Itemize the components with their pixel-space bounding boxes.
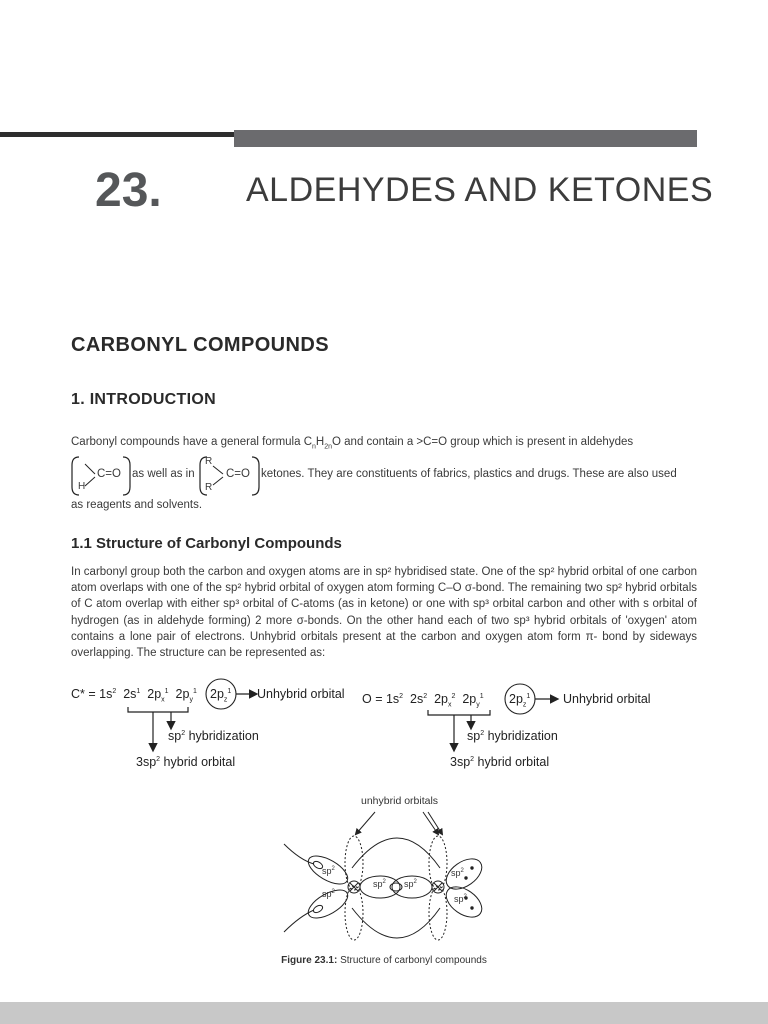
- ketone-r2: R: [205, 482, 213, 493]
- figure-caption: Figure 23.1: Structure of carbonyl compounds: [281, 955, 487, 966]
- ketone-co: C=O: [226, 468, 250, 480]
- lobe-label-c-upper: $sp^2$: [322, 866, 335, 876]
- carbon-pz: $2p_z^1$: [210, 687, 232, 704]
- aldehyde-h: H: [78, 481, 86, 492]
- carbon-unhybrid-label: Unhybrid orbital: [257, 687, 345, 701]
- aldehyde-co: C=O: [97, 468, 121, 480]
- oxygen-hybridization-label: $sp^2$ hybridization: [467, 729, 558, 743]
- lobe-label-co-right: $sp^2$: [404, 879, 417, 889]
- footer-bar: [0, 1002, 768, 1024]
- lobe-label-co-left: $sp^2$: [373, 879, 386, 889]
- subsection-title: 1. INTRODUCTION: [71, 391, 216, 408]
- subsub-title: 1.1 Structure of Carbonyl Compounds: [71, 535, 342, 552]
- ketone-r1: R: [205, 456, 213, 467]
- chapter-title: ALDEHYDES AND KETONES: [246, 171, 714, 209]
- carbon-hybrid-orbital-label: $3sp^2$ hybrid orbital: [136, 755, 236, 769]
- structure-paragraph: In carbonyl group both the carbon and oxygen atoms are in sp² hybridised state. One of the sp² hybrid orbital of one carbon atom overlaps with one of the sp² hybrid orbital of oxygen atom forming C–O σ-bond. The remaining two sp² hybrid orbitals of C atom overlap with either sp³ orbital of C-atoms (as in ketone) or one with sp³ orbital carbon and other with s orbital of hydrogen (as in aldehyde forming) 2 more σ-bonds. On the other hand each of two sp³ hybrid orbitals of 'oxygen' atom contains a lone pair of electrons. Unhybrid orbitals present at the carbon and oxygen atom form π- bond by sideways overlapping. The structure can be represented as:: [71, 566, 697, 660]
- lobe-label-c-lower: $sp^2$: [322, 889, 335, 899]
- section-title: CARBONYL COMPOUNDS: [71, 334, 329, 356]
- lobe-label-o-upper: $sp^2$: [451, 868, 464, 878]
- carbon-config: $C* = 1s^2$ $2s^1$ $2p_x^1$ $2p_y^1$: [71, 687, 197, 704]
- oxygen-config: $O = 1s^2$ $2s^2$ $2p_x^2$ $2p_y^1$: [362, 692, 484, 709]
- chapter-number: 23.: [95, 164, 162, 217]
- intro-line-3: as reagents and solvents.: [71, 499, 203, 511]
- figure-top-label: unhybrid orbitals: [361, 795, 439, 807]
- oxygen-pz: $2p_z^1$: [509, 692, 531, 709]
- orbital-diagram: [280, 808, 500, 948]
- oxygen-unhybrid-label: Unhybrid orbital: [563, 692, 651, 706]
- lobe-label-o-lower: $sp^2$: [454, 894, 467, 904]
- intro-line-1: Carbonyl compounds have a general formula $C_nH_{2n}O$ and contain a >C=O group which is present in aldehydes: [71, 436, 634, 451]
- oxygen-hybrid-orbital-label: $3sp^2$ hybrid orbital: [450, 755, 550, 769]
- as-well-as-in: as well as in: [132, 468, 195, 480]
- carbon-hybridization-label: $sp^2$ hybridization: [168, 729, 259, 743]
- intro-line-2-tail: ketones. They are constituents of fabrics, plastics and drugs. These are also used: [261, 468, 677, 480]
